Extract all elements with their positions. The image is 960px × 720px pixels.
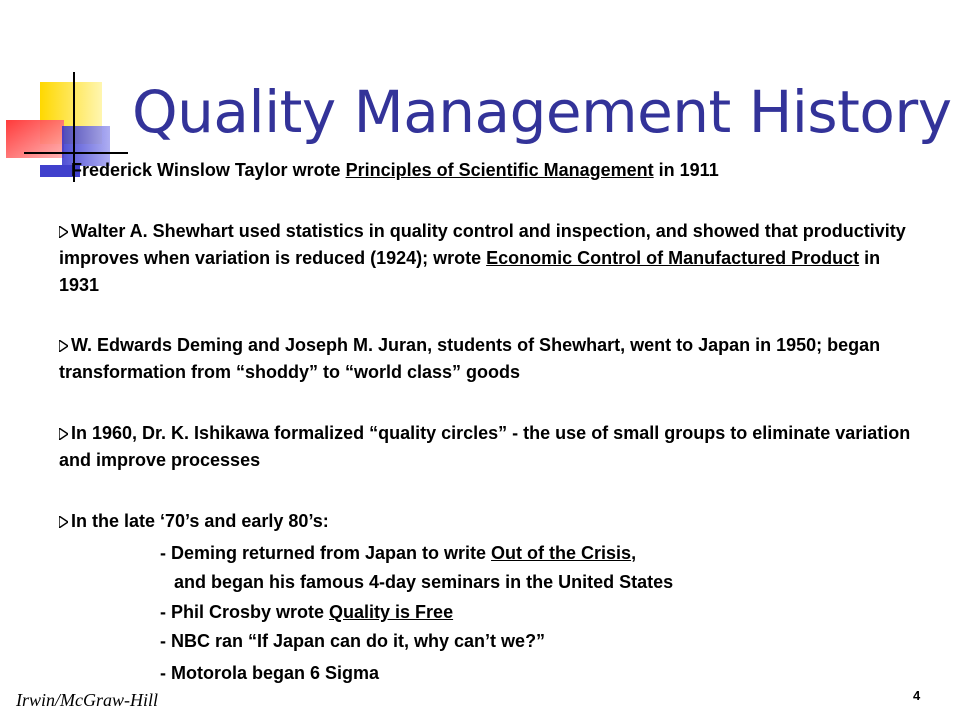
sub-nbc: - NBC ran “If Japan can do it, why can’t we?” xyxy=(160,631,546,651)
sub2-text: - Phil Crosby wrote xyxy=(160,602,330,622)
sub1-text: - Deming returned from Japan to write xyxy=(160,543,492,563)
arrow-bullet-icon xyxy=(59,226,68,238)
sub2-book: Quality is Free xyxy=(329,602,454,622)
late70s-text: In the late ‘70’s and early 80’s: xyxy=(71,511,329,531)
sub-crosby xyxy=(160,599,453,626)
shewhart-year: in 1931 xyxy=(59,248,881,295)
sub-deming-crisis xyxy=(160,540,636,567)
footer-publisher: Irwin/McGraw-Hill xyxy=(16,690,158,710)
arrow-bullet-icon xyxy=(59,428,68,440)
sub1-comma: , xyxy=(631,543,637,563)
shewhart-book: Economic Control of Manufactured Product xyxy=(486,248,860,268)
arrow-bullet-icon xyxy=(59,516,68,528)
item-ishikawa xyxy=(59,420,919,474)
sub-motorola: - Motorola began 6 Sigma xyxy=(160,663,380,683)
taylor-text: Frederick Winslow Taylor wrote xyxy=(71,160,346,180)
shewhart-text: Walter A. Shewhart used statistics in quality control and inspection, and showed that productivity improves when variation is reduced (1924); wrote xyxy=(59,221,906,268)
item-deming xyxy=(59,332,919,386)
sub1-book: Out of the Crisis xyxy=(491,543,632,563)
taylor-book: Principles of Scientific Management xyxy=(345,160,654,180)
sub-deming-seminars: and began his famous 4-day seminars in the United States xyxy=(174,572,674,592)
item-late70s xyxy=(59,508,919,535)
page-title: Quality Management History xyxy=(132,78,952,146)
arrow-bullet-icon xyxy=(59,340,68,352)
item-taylor xyxy=(71,157,931,184)
page-number: 4 xyxy=(913,688,921,703)
item-shewhart xyxy=(59,218,919,299)
ishikawa-text: In 1960, Dr. K. Ishikawa formalized “quality circles” - the use of small groups to eliminate variation and improve processes xyxy=(59,423,911,470)
taylor-year: in 1911 xyxy=(653,160,719,180)
deming-text: W. Edwards Deming and Joseph M. Juran, students of Shewhart, went to Japan in 1950; began transformation from “shoddy” to “world class” goods xyxy=(59,335,881,382)
